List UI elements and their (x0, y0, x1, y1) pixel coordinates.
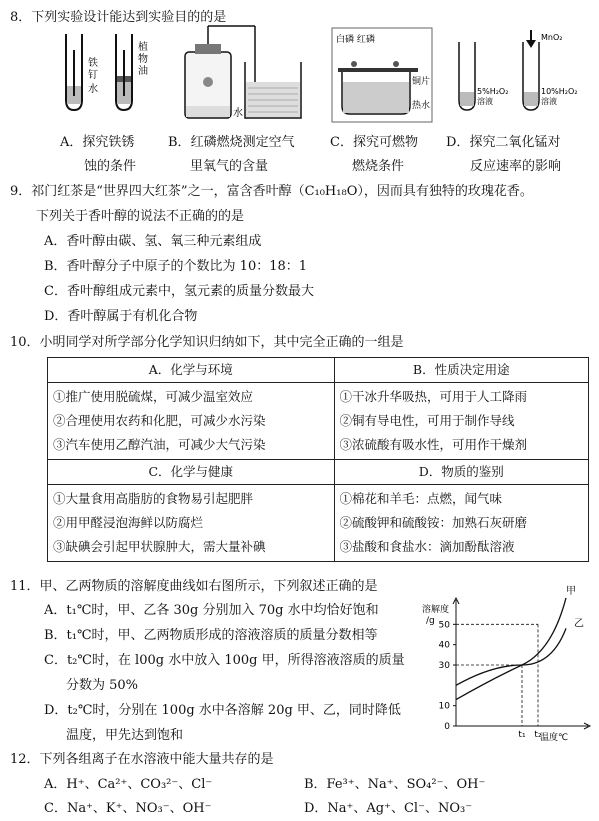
q8-option-d: D．探究二氧化锰对 (446, 135, 561, 150)
q8-option-b: B．红磷燃烧测定空气 (168, 135, 295, 150)
table-head-d: D．物质的鉴别 (334, 460, 588, 485)
q9-option-b: B．香叶醇分子中原子的个数比为 10：18：1 (44, 259, 308, 274)
q9-stem-line1: 9．祁门红茶是“世界四大红茶”之一，富含香叶醇（C₁₀H₁₈O），因而具有独特的玫瑰花香。 (10, 184, 533, 199)
q11-option-d: D．t₂℃时，分别在 100g 水中各溶解 20g 甲、乙，同时降低 (44, 703, 401, 718)
table-item: ①棉花和羊毛：点燃，闻气味 (339, 491, 503, 506)
table-cell-a (48, 383, 335, 460)
table-item: ②铜有导电性，可用于制作导线 (339, 413, 515, 428)
q12-stem: 12．下列各组离子在水溶液中能大量共存的是 (10, 752, 274, 767)
table-item: ③汽车使用乙醇汽油，可减少大气污染 (53, 437, 266, 452)
q8-option-a: A．探究铁锈 (60, 135, 135, 150)
q9-stem-line2: 下列关于香叶醇的说法不正确的的是 (36, 209, 245, 224)
q11-option-b: B．t₁℃时，甲、乙两物质形成的溶液溶质的质量分数相等 (44, 628, 378, 643)
table-cell-b (334, 383, 588, 460)
q11-option-c: C．t₂℃时，在 l00g 水中放入 100g 甲，所得溶液溶质的质量 (44, 653, 405, 668)
fig-c-label-cu: 铜片 (412, 77, 431, 87)
fig-b-apparatus (175, 22, 305, 126)
fig-d-left2: 溶液 (477, 97, 493, 106)
table-item: ③缺碘会引起甲状腺肿大，需大量补碘 (53, 539, 266, 554)
q8-option-d-line2: 反应速率的影响 (470, 159, 562, 174)
q8-option-b-line2: 里氧气的含量 (190, 159, 269, 174)
table-item: ②用甲醛浸泡海鲜以防腐烂 (53, 515, 204, 530)
series-curve-jia (456, 598, 566, 700)
table-head-c: C．化学与健康 (48, 460, 335, 485)
q10-table (47, 357, 589, 562)
q11-option-d-line2: 温度，甲先达到饱和 (66, 728, 184, 743)
fig-a-label3: 水 (88, 84, 98, 95)
solubility-chart (416, 585, 596, 744)
q9-option-d: D．香叶醇属于有机化合物 (44, 309, 198, 324)
fig-a-label2: 钉 (88, 70, 98, 81)
table-item: ②硫酸钾和硫酸铵：加熟石灰研磨 (339, 515, 528, 530)
fig-b-water: 水 (233, 108, 243, 119)
q8-stem: 8．下列实验设计能达到实验目的的是 (10, 10, 227, 25)
fig-d-mno2: MnO₂ (541, 33, 563, 42)
q11-stem: 11．甲、乙两物质的溶解度曲线如右图所示，下列叙述正确的是 (10, 579, 378, 594)
q8-option-c: C．探究可燃物 (330, 135, 418, 150)
series-label-yi: 乙 (574, 618, 584, 630)
table-item: ①大量食用高脂肪的食物易引起肥胖 (53, 491, 254, 506)
q9-option-c: C．香叶醇组成元素中，氢元素的质量分数最大 (44, 284, 314, 299)
y-tick-label: 30 (438, 661, 450, 671)
x-axis-label: 温度℃ (540, 733, 569, 743)
table-head-a: A．化学与环境 (48, 358, 335, 383)
q12-option-c: C．Na⁺、K⁺、NO₃⁻、OH⁻ (44, 801, 212, 816)
fig-d-right: 10%H₂O₂ (541, 87, 578, 96)
table-head-b: B．性质决定用途 (334, 358, 588, 383)
y-tick-label: 40 (438, 640, 450, 651)
fig-a-test-tubes (52, 30, 152, 120)
q12-option-b: B．Fe³⁺、Na⁺、SO₄²⁻、OH⁻ (304, 777, 486, 792)
q12-option-a: A．H⁺、Ca²⁺、CO₃²⁻、Cl⁻ (44, 777, 213, 792)
y-axis-label: 溶解度/g (422, 605, 450, 626)
q11-option-c-line2: 分数为 50% (66, 678, 139, 693)
table-item: ①干冰升华吸热，可用于人工降雨 (339, 389, 528, 404)
q9-option-a: A．香叶醇由碳、氢、氧三种元素组成 (44, 234, 262, 249)
fig-c-label-hot: 热水 (412, 101, 431, 111)
series-label-jia: 甲 (566, 585, 576, 597)
table-cell-d (334, 485, 588, 562)
table-item: ③浓硫酸有吸水性，可用作干燥剂 (339, 437, 528, 452)
fig-d-right2: 溶液 (541, 97, 557, 106)
q11-option-a: A．t₁℃时，甲、乙各 30g 分别加入 70g 水中均恰好饱和 (44, 603, 379, 618)
fig-a-label1: 铁 (88, 58, 98, 69)
fig-c-label-top: 白磷 红磷 (336, 35, 375, 45)
fig-d-apparatus (445, 30, 595, 120)
x-tick-label: t₂ (534, 730, 542, 740)
table-item: ③盐酸和食盐水：滴加酚酞溶液 (339, 539, 515, 554)
table-cell-c (48, 485, 335, 562)
x-tick-label: t₁ (518, 730, 526, 740)
q12-option-d: D．Na⁺、Ag⁺、Cl⁻、NO₃⁻ (304, 801, 473, 816)
fig-a-label4: 植 (138, 42, 148, 53)
table-item: ②合理使用农药和化肥，可减少水污染 (53, 413, 266, 428)
series-curve-yi (456, 628, 566, 685)
q8-option-a-line2: 蚀的条件 (84, 159, 137, 174)
fig-a-label6: 油 (138, 66, 148, 77)
q10-stem: 10．小明同学对所学部分化学知识归纳如下，其中完全正确的一组是 (10, 335, 404, 350)
fig-a-label5: 物 (138, 54, 148, 65)
fig-d-left: 5%H₂O₂ (477, 87, 509, 96)
table-item: ①推广使用脱硫煤，可减少温室效应 (53, 389, 254, 404)
y-tick-label: 50 (438, 620, 450, 631)
y-tick-label: 10 (438, 701, 450, 712)
q8-option-c-line2: 燃烧条件 (352, 159, 405, 174)
fig-c-apparatus (330, 26, 436, 124)
y-tick-label: 0 (444, 722, 450, 732)
